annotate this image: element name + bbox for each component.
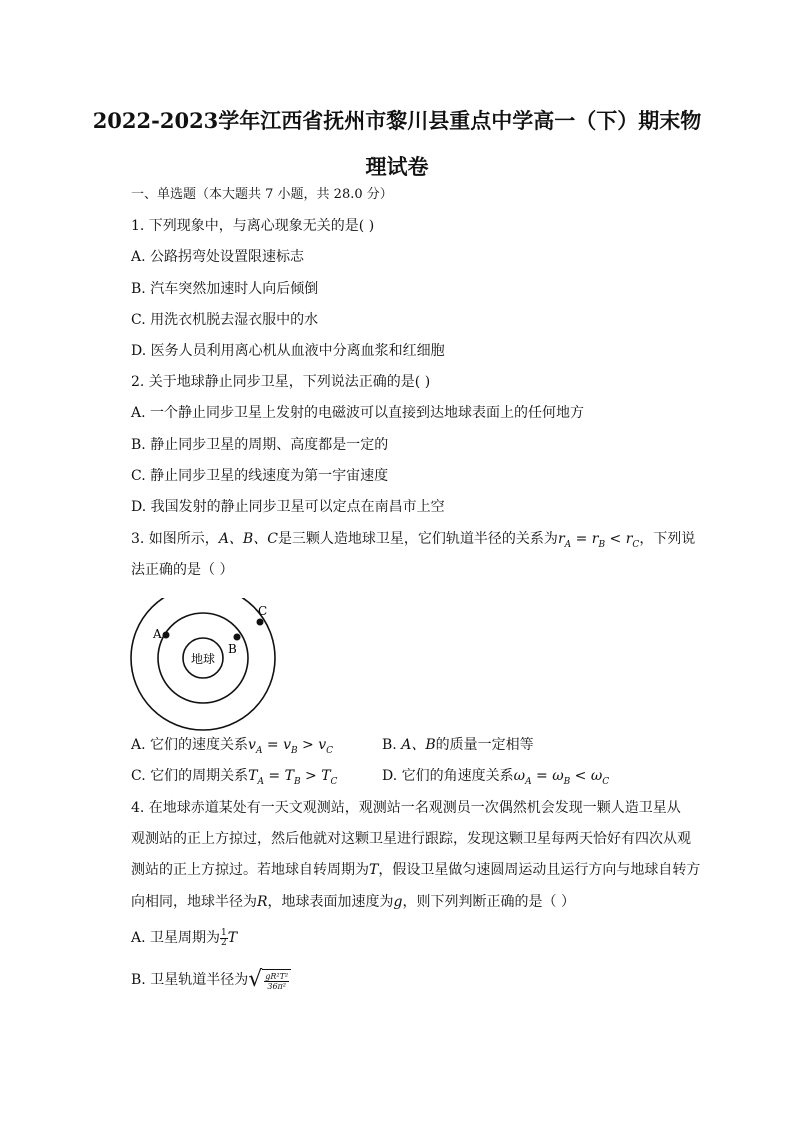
q1-stem: 1. 下列现象中，与离心现象无关的是( ) [131, 218, 375, 234]
q3-option-b-text: B. [382, 737, 397, 753]
q3-radius-relation: $r_A = r_B < r_C$ [557, 531, 640, 550]
q2-option-b: B. 静止同步卫星的周期、高度都是一定的 [131, 437, 389, 453]
q3-stem-satellites: A、B、C [218, 531, 278, 547]
q4-option-a-period: T [227, 930, 238, 946]
q4-gravity-symbol: g [393, 894, 403, 910]
q4-option-b-text: B. 卫星轨道半径为 [131, 972, 249, 988]
sqrt-icon: √ [248, 967, 263, 992]
q3-option-c [131, 766, 337, 792]
section-heading: 一、单选题（本大题共 7 小题，共 28.0 分） [131, 187, 393, 202]
satellite-a-label: A [153, 627, 162, 641]
q4-option-a-text: A. 卫星周期为 [131, 930, 221, 946]
exam-title-line2: 理试卷 [365, 154, 429, 179]
exam-title-line1: 2022-2023学年江西省抚州市黎川县重点中学高一（下）期末物 [92, 108, 702, 133]
q3-option-d-text: D. 它们的角速度关系 [382, 768, 514, 784]
satellite-b-label: B [228, 642, 237, 656]
q1-option-b: B. 汽车突然加速时人向后倾倒 [131, 281, 319, 297]
exam-title [70, 98, 724, 190]
q3-option-b-formula: A、B [401, 737, 436, 753]
satellite-b-dot [234, 634, 241, 641]
q3-option-b-rest: 的质量一定相等 [435, 737, 534, 753]
q4-option-a-fraction: $\frac{1}{2}$ [221, 927, 227, 948]
q2-option-c: C. 静止同步卫星的线速度为第一宇宙速度 [131, 468, 389, 484]
q4-line3-text: 测站的正上方掠过。若地球自转周期为 [131, 862, 369, 878]
q4-option-b-radical: √ $\frac{\text{gR²T²}}{\text{36π²}}$ [248, 969, 291, 991]
q3-option-a [131, 735, 333, 761]
satellite-c-dot [257, 619, 264, 626]
earth-label: 地球 [190, 652, 216, 666]
q3-option-b [382, 735, 534, 755]
q1-option-c: C. 用洗衣机脱去湿衣服中的水 [131, 312, 319, 328]
q4-line4 [131, 892, 575, 912]
q3-stem-line2: 法正确的是（ ） [131, 562, 234, 578]
q3-option-c-text: C. 它们的周期关系 [131, 768, 249, 784]
q1-option-d: D. 医务人员利用离心机从血液中分离血浆和红细胞 [131, 343, 445, 359]
q4-option-b [131, 969, 291, 991]
satellite-c-label: C [258, 604, 268, 618]
q3-stem-mid: 是三颗人造地球卫星，它们轨道半径的关系为 [277, 531, 558, 547]
q2-option-d: D. 我国发射的静止同步卫星可以定点在南昌市上空 [131, 499, 445, 515]
q3-stem-suffix: ，下列说 [639, 531, 696, 547]
q3-stem [131, 529, 695, 555]
satellite-a-dot [163, 632, 170, 639]
q3-option-d-formula: $\omega_A = \omega_B < \omega_C$ [513, 768, 610, 787]
q1-option-a: A. 公路拐弯处设置限速标志 [131, 249, 305, 265]
q2-stem: 2. 关于地球静止同步卫星，下列说法正确的是( ) [131, 374, 431, 390]
q3-option-a-text: A. 它们的速度关系 [131, 737, 249, 753]
q4-line4-text-b: ，地球表面加速度为 [267, 894, 394, 910]
q4-radius-symbol: R [257, 894, 268, 910]
q4-line2: 观测站的正上方掠过，然后他就对这颗卫星进行跟踪，发现这颗卫星每两天恰好有四次从观 [131, 831, 691, 847]
q4-line1: 4. 在地球赤道某处有一天文观测站，观测站一名观测员一次偶然机会发现一颗人造卫星从 [131, 800, 681, 816]
q4-period-symbol: T [369, 862, 379, 878]
q4-option-a [131, 928, 237, 948]
q4-line4-text: 向相同，地球半径为 [131, 894, 257, 910]
q3-option-d [382, 766, 609, 792]
q3-option-a-formula: $v_A = v_B > v_C$ [248, 737, 334, 756]
q4-line4-text-c: ，则下列判断正确的是（ ） [402, 894, 575, 910]
q4-line3 [131, 860, 700, 880]
q3-option-c-formula: $T_A = T_B > T_C$ [248, 768, 338, 787]
orbit-diagram [125, 598, 285, 738]
q4-line3-text-b: ，假设卫星做匀速圆周运动且运行方向与地球自转方 [378, 862, 701, 878]
q3-stem-prefix: 3. 如图所示， [131, 531, 219, 547]
q2-option-a: A. 一个静止同步卫星上发射的电磁波可以直接到达地球表面上的任何地方 [131, 405, 585, 421]
